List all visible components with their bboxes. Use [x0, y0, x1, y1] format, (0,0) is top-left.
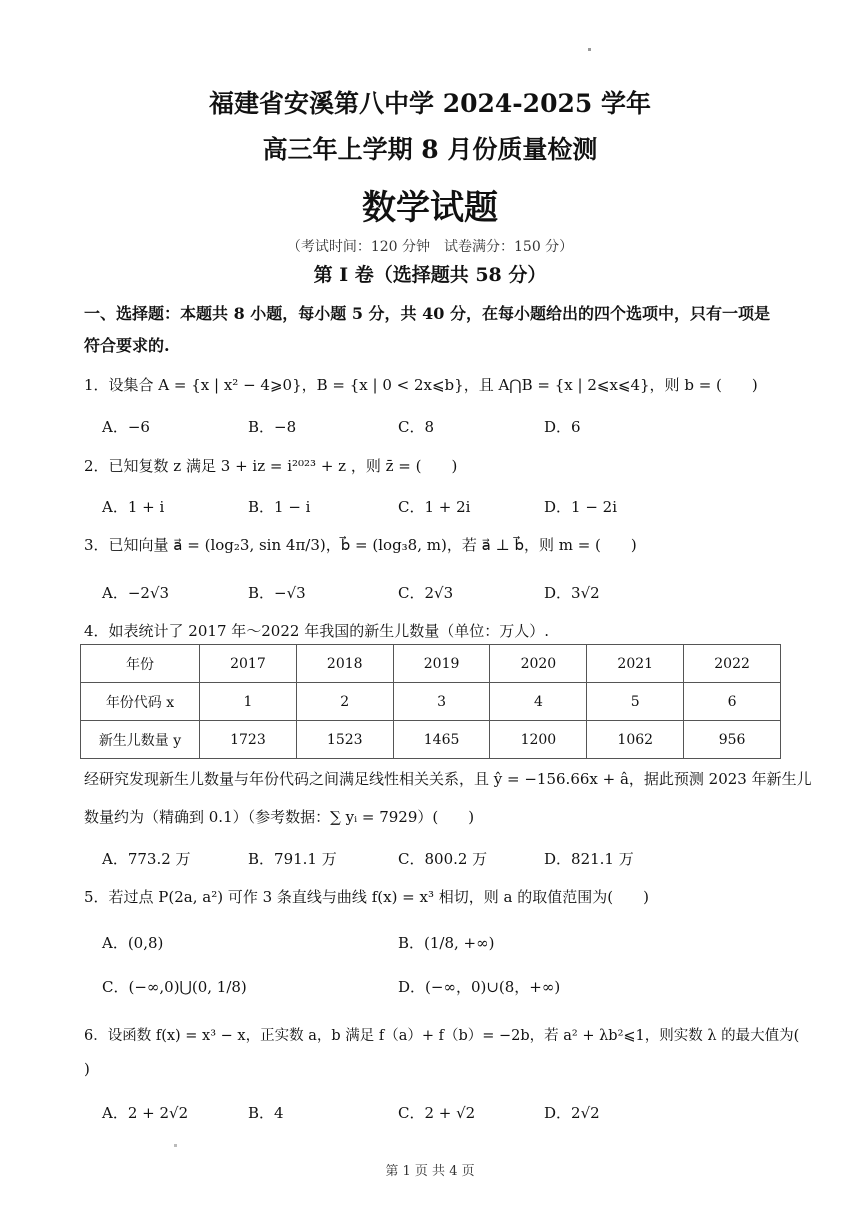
q1-option-a: A．−6: [102, 418, 150, 436]
school-title: 福建省安溪第八中学 2024-2025 学年: [209, 89, 651, 118]
q6-option-c: C．2 + √2: [398, 1104, 476, 1122]
table-cell: 新生儿数量 y: [81, 721, 200, 759]
q2-option-a: A．1 + i: [102, 498, 165, 516]
question-4-stem: 4．如表统计了 2017 年～2022 年我国的新生儿数量（单位：万人）.: [84, 622, 549, 640]
birth-data-table: [80, 644, 781, 759]
table-cell: 5: [587, 683, 684, 721]
q5-option-a: A．(0,8): [102, 934, 164, 952]
question-6-stem: 6．设函数 f(x) = x³ − x，正实数 a，b 满足 f（a）+ f（b）= −2b，若 a² + λb²⩽1，则实数 λ 的最大值为(: [84, 1028, 800, 1044]
section-heading: 一、选择题：本题共 8 小题，每小题 5 分，共 40 分，在每小题给出的四个选项中，只有一项是符合要求的.: [84, 304, 770, 355]
q3-option-d: D．3√2: [544, 584, 600, 602]
table-row-code: [81, 683, 781, 721]
q3-option-a: A．−2√3: [102, 584, 170, 602]
exam-info: （考试时间：120 分钟 试卷满分：150 分）: [286, 239, 574, 255]
question-1-stem: 1．设集合 A = {x | x² − 4⩾0}，B = {x | 0 < 2x⩽b}，且 A⋂B = {x | 2⩽x⩽4}，则 b = ( ): [84, 376, 758, 394]
exam-title: 高三年上学期 8 月份质量检测: [262, 135, 598, 164]
q3-option-c: C．2√3: [398, 584, 454, 602]
scan-dot: [588, 48, 591, 51]
q6-option-a: A．2 + 2√2: [102, 1104, 189, 1122]
table-cell: 2022: [684, 645, 781, 683]
question-5-stem: 5．若过点 P(2a, a²) 可作 3 条直线与曲线 f(x) = x³ 相切，则 a 的取值范围为( ): [84, 888, 649, 906]
q4-option-c: C．800.2 万: [398, 850, 488, 868]
q1-option-b: B．−8: [248, 418, 297, 436]
table-cell: 2021: [587, 645, 684, 683]
q2-option-b: B．1 − i: [248, 498, 311, 516]
table-cell: 2019: [393, 645, 490, 683]
table-cell: 1465: [393, 721, 490, 759]
table-cell: 1523: [296, 721, 393, 759]
table-cell: 2020: [490, 645, 587, 683]
q6-option-b: B．4: [248, 1104, 284, 1122]
table-cell: 年份: [81, 645, 200, 683]
table-cell: 2018: [296, 645, 393, 683]
table-cell: 3: [393, 683, 490, 721]
table-cell: 1200: [490, 721, 587, 759]
q2-option-d: D．1 − 2i: [544, 498, 618, 516]
table-cell: 956: [684, 721, 781, 759]
q4-option-d: D．821.1 万: [544, 850, 634, 868]
q3-option-b: B．−√3: [248, 584, 306, 602]
part-heading: 第 I 卷（选择题共 58 分）: [313, 264, 547, 286]
subject-title: 数学试题: [362, 188, 498, 228]
question-4-text-1: 经研究发现新生儿数量与年份代码之间满足线性相关关系，且 ŷ = −156.66x + â，据此预测 2023 年新生儿: [84, 770, 812, 788]
q1-option-d: D．6: [544, 418, 581, 436]
question-4-text-2: 数量约为（精确到 0.1）（参考数据：∑ yᵢ = 7929）( ): [84, 808, 475, 826]
q6-option-d: D．2√2: [544, 1104, 600, 1122]
table-row-births: [81, 721, 781, 759]
table-cell: 1062: [587, 721, 684, 759]
table-cell: 6: [684, 683, 781, 721]
q5-option-d: D．(−∞，0)∪(8，+∞): [398, 978, 561, 996]
q4-option-b: B．791.1 万: [248, 850, 337, 868]
table-cell: 2017: [200, 645, 297, 683]
q5-option-b: B．(1/8, +∞): [398, 934, 495, 952]
question-3-stem: 3．已知向量 a⃗ = (log₂3, sin 4π/3)，b⃗ = (log₃8, m)，若 a⃗ ⊥ b⃗，则 m = ( ): [84, 536, 637, 554]
question-2-stem: 2．已知复数 z 满足 3 + iz = i²⁰²³ + z ，则 z̄ = ( ): [84, 457, 458, 475]
scan-dot: [174, 1144, 177, 1147]
q1-option-c: C．8: [398, 418, 435, 436]
table-cell: 2: [296, 683, 393, 721]
table-row-year: [81, 645, 781, 683]
question-6-stem-tail: ): [84, 1060, 90, 1078]
table-cell: 1: [200, 683, 297, 721]
q5-option-c: C．(−∞,0)⋃(0, 1/8): [102, 978, 247, 996]
table-cell: 4: [490, 683, 587, 721]
q4-option-a: A．773.2 万: [102, 850, 191, 868]
q2-option-c: C．1 + 2i: [398, 498, 471, 516]
table-cell: 1723: [200, 721, 297, 759]
table-cell: 年份代码 x: [81, 683, 200, 721]
page-number: 第 1 页 共 4 页: [385, 1164, 475, 1179]
